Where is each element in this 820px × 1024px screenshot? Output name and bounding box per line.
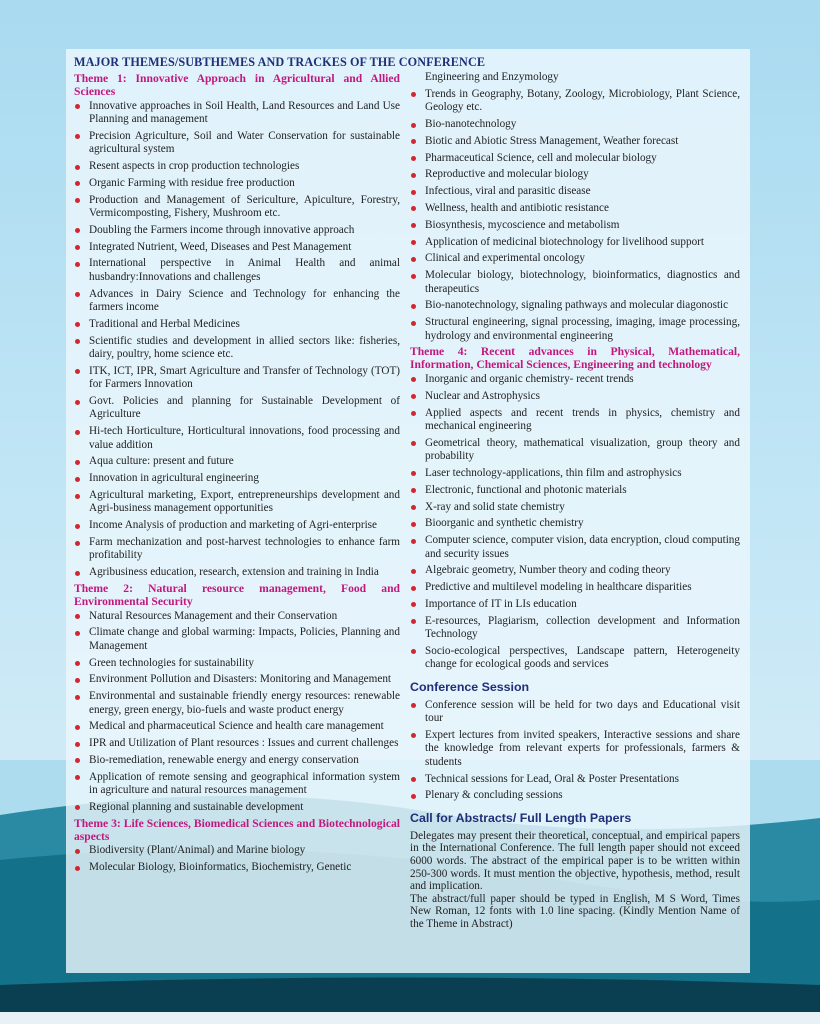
list-item: Medical and pharmaceutical Science and health care management [74, 720, 400, 733]
list-item: Integrated Nutrient, Weed, Diseases and Pest Management [74, 241, 400, 254]
list-item: Electronic, functional and photonic materials [410, 484, 740, 497]
list-item: Technical sessions for Lead, Oral & Poster Presentations [410, 773, 740, 786]
list-item: Production and Management of Sericulture, Apiculture, Forestry, Vermicomposting, Fishery, Mushroom etc. [74, 194, 400, 221]
two-column-layout [74, 73, 742, 931]
list-item: Natural Resources Management and their Conservation [74, 610, 400, 623]
list-item: Plenary & concluding sessions [410, 789, 740, 802]
content-panel [66, 49, 750, 973]
list-item: Scientific studies and development in allied sectors like: fisheries, dairy, poultry, home science etc. [74, 335, 400, 362]
list-item: Biosynthesis, mycoscience and metabolism [410, 219, 740, 232]
theme2-title: Theme 2: Natural resource management, Food and Environmental Security [74, 582, 400, 608]
list-item: Conference session will be held for two days and Educational visit tour [410, 699, 740, 726]
abstract-paragraph-2: The abstract/full paper should be typed in English, M S Word, Times New Roman, 12 fonts with 1.0 line spacing. (Kindly Mention Name of the Theme in Abstract) [410, 892, 740, 930]
list-item: Organic Farming with residue free production [74, 177, 400, 190]
list-item: Trends in Geography, Botany, Zoology, Microbiology, Plant Science, Geology etc. [410, 88, 740, 115]
list-item: Climate change and global warming: Impacts, Policies, Planning and Management [74, 626, 400, 653]
list-item: Biotic and Abiotic Stress Management, Weather forecast [410, 135, 740, 148]
list-item: Advances in Dairy Science and Technology for enhancing the farmers income [74, 288, 400, 315]
list-item: Structural engineering, signal processing, imaging, image processing, hydrology and environmental engineering [410, 316, 740, 343]
list-item: Doubling the Farmers income through innovative approach [74, 224, 400, 237]
list-item: Wellness, health and antibiotic resistance [410, 202, 740, 215]
list-item: Environment Pollution and Disasters: Monitoring and Management [74, 673, 400, 686]
list-item: Farm mechanization and post-harvest technologies to enhance farm profitability [74, 536, 400, 563]
list-item: Algebraic geometry, Number theory and coding theory [410, 564, 740, 577]
theme3-list [74, 844, 400, 874]
list-item: Bio-remediation, renewable energy and energy conservation [74, 754, 400, 767]
list-item: Application of medicinal biotechnology for livelihood support [410, 236, 740, 249]
theme4-title: Theme 4: Recent advances in Physical, Mathematical, Information, Chemical Sciences, Engineering and technology [410, 345, 740, 372]
list-item: Innovation in agricultural engineering [74, 472, 400, 485]
list-item-continuation: Engineering and Enzymology [425, 71, 559, 83]
list-item: Predictive and multilevel modeling in healthcare disparities [410, 581, 740, 594]
list-item: Applied aspects and recent trends in physics, chemistry and mechanical engineering [410, 407, 740, 434]
list-item: IPR and Utilization of Plant resources : Issues and current challenges [74, 737, 400, 750]
list-item: ITK, ICT, IPR, Smart Agriculture and Transfer of Technology (TOT) for Farmers Innovation [74, 365, 400, 392]
list-item: International perspective in Animal Health and animal husbandry:Innovations and challenges [74, 257, 400, 284]
call-for-abstracts-title: Call for Abstracts/ Full Length Papers [410, 810, 632, 825]
right-column [410, 71, 740, 931]
list-item: Bio-nanotechnology [410, 118, 740, 131]
abstract-paragraph-1: Delegates may present their theoretical, conceptual, and empirical papers in the International Conference. The full length paper should not exceed 6000 words. The abstract of the empirical paper is to be written within 250-300 words. It must mention the objective, hypothesis, method, result and implication. [410, 829, 740, 893]
list-item: Aqua culture: present and future [74, 455, 400, 468]
page-title: MAJOR THEMES/SUBTHEMES AND TRACKES OF THE CONFERENCE [74, 55, 486, 69]
list-item: Computer science, computer vision, data encryption, cloud computing and security issues [410, 534, 740, 561]
list-item: Bioorganic and synthetic chemistry [410, 517, 740, 530]
left-column [74, 73, 400, 931]
list-item: Green technologies for sustainability [74, 657, 400, 670]
list-item: Income Analysis of production and marketing of Agri-enterprise [74, 519, 400, 532]
list-item: Traditional and Herbal Medicines [74, 318, 400, 331]
list-item: Infectious, viral and parasitic disease [410, 185, 740, 198]
list-item: Resent aspects in crop production technologies [74, 160, 400, 173]
list-item: Agribusiness education, research, extension and training in India [74, 566, 400, 579]
list-item: Socio-ecological perspectives, Landscape pattern, Heterogeneity change for ecological goods and services [410, 645, 740, 672]
list-item: Agricultural marketing, Export, entrepreneurships development and Agri-business management opportunities [74, 489, 400, 516]
bottom-strip [0, 1012, 820, 1024]
list-item: Nuclear and Astrophysics [410, 390, 740, 403]
theme3-title: Theme 3: Life Sciences, Biomedical Sciences and Biotechnological aspects [74, 816, 400, 843]
list-item: Inorganic and organic chemistry- recent trends [410, 373, 740, 386]
theme3-continued-list [410, 71, 740, 343]
list-item: Expert lectures from invited speakers, Interactive sessions and share the knowledge from relevant experts for professionals, farmers & students [410, 729, 740, 769]
list-item: Regional planning and sustainable development [74, 801, 400, 814]
list-item: Importance of IT in LIs education [410, 598, 740, 611]
theme4-list [410, 373, 740, 672]
list-item: X-ray and solid state chemistry [410, 501, 740, 514]
list-item: Environmental and sustainable friendly energy resources: renewable energy, green energy, bio-fuels and waste product energy [74, 690, 400, 717]
list-item: Reproductive and molecular biology [410, 168, 740, 181]
list-item: E-resources, Plagiarism, collection development and Information Technology [410, 615, 740, 642]
list-item: Application of remote sensing and geographical information system in agriculture and natural resources management [74, 771, 400, 798]
list-item: Biodiversity (Plant/Animal) and Marine biology [74, 844, 400, 857]
theme1-list [74, 100, 400, 580]
theme2-list [74, 610, 400, 815]
list-item: Pharmaceutical Science, cell and molecular biology [410, 152, 740, 165]
list-item: Precision Agriculture, Soil and Water Conservation for sustainable agricultural system [74, 130, 400, 157]
list-item: Bio-nanotechnology, signaling pathways and molecular diagonostic [410, 299, 740, 312]
list-item: Clinical and experimental oncology [410, 252, 740, 265]
list-item: Geometrical theory, mathematical visualization, group theory and probability [410, 437, 740, 464]
list-item: Molecular biology, biotechnology, bioinformatics, diagnostics and therapeutics [410, 269, 740, 296]
conference-session-list [410, 699, 740, 803]
list-item: Molecular Biology, Bioinformatics, Biochemistry, Genetic [74, 861, 400, 874]
theme1-title: Theme 1: Innovative Approach in Agricultural and Allied Sciences [74, 72, 400, 98]
list-item: Hi-tech Horticulture, Horticultural innovations, food processing and value addition [74, 425, 400, 452]
list-item: Laser technology-applications, thin film and astrophysics [410, 467, 740, 480]
list-item: Innovative approaches in Soil Health, Land Resources and Land Use Planning and management [74, 100, 400, 127]
conference-session-title: Conference Session [410, 679, 530, 694]
list-item: Govt. Policies and planning for Sustainable Development of Agriculture [74, 395, 400, 422]
